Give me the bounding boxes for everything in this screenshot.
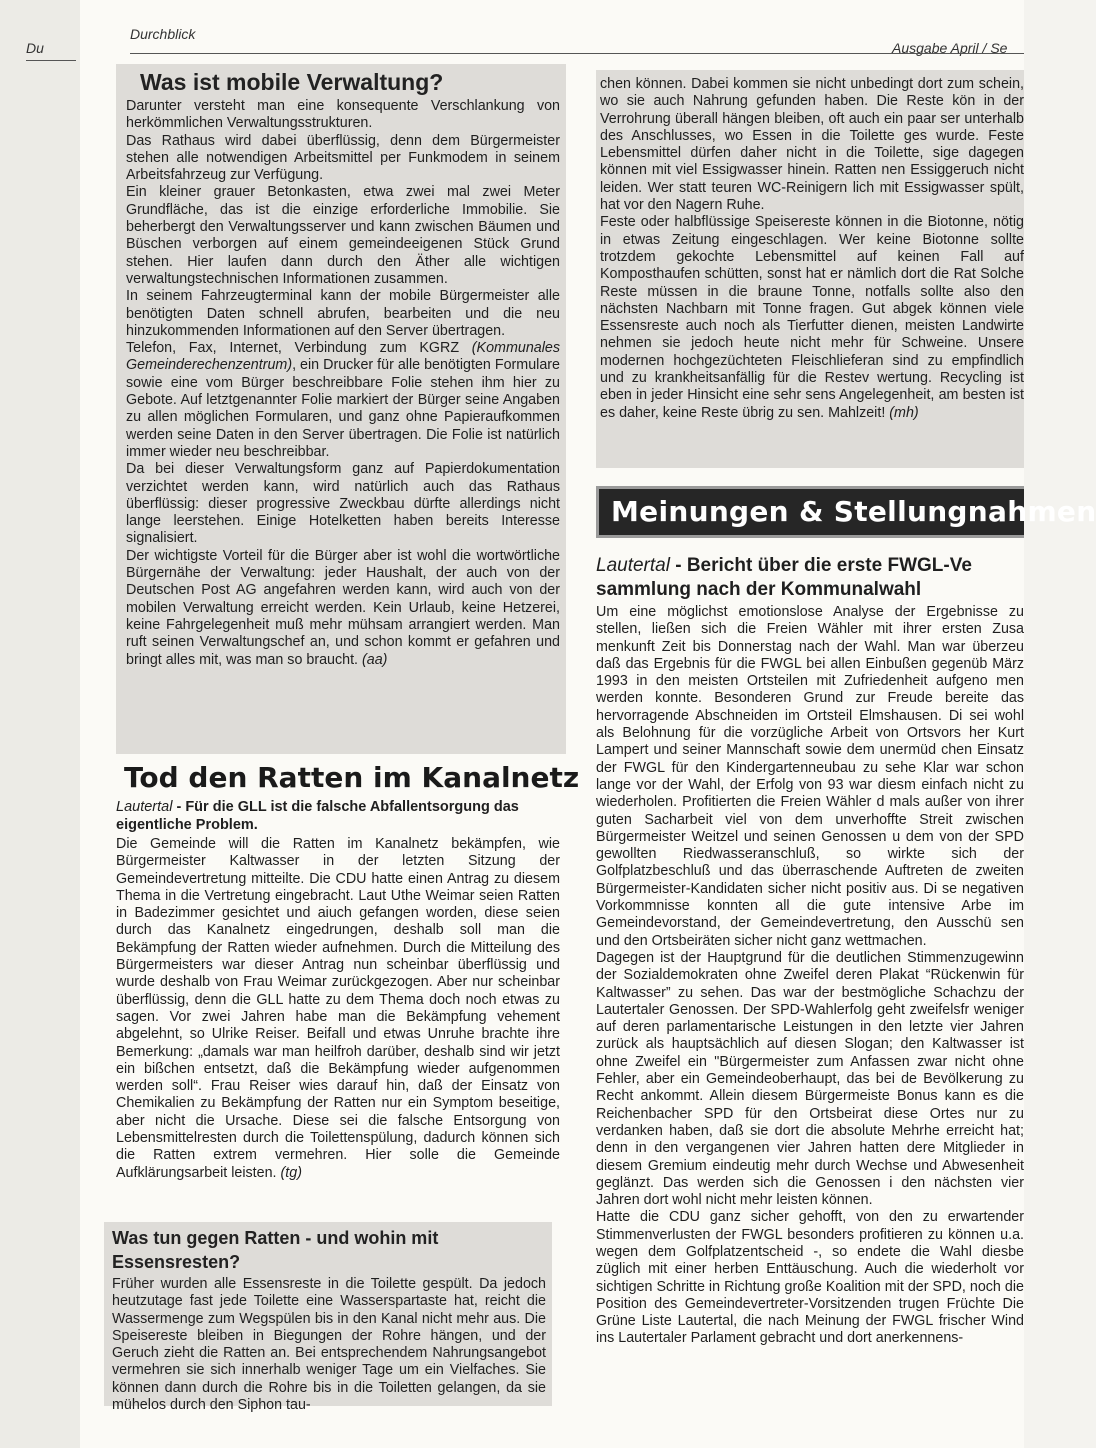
ratten-article-title: Tod den Ratten im Kanalnetz xyxy=(124,761,580,794)
paragraph: Um eine möglichst emotionslose Analyse der Ergebnisse zu stellen, ließen sich die Freien Wähler mit ihrer ersten Zusa menkunft Zeit bis Donnerstag nach der Wahl. Man war überzeu daß das Ergebnis für die FWGL bei allen Einbußen gegenüb März 1993 in den meisten Ortsteilen mit Zufriedenheit aufgeno men werden konnte. Besonderen Grund zur Freude bereite das hervorragende Abschneiden im Ortsteil Elmshausen. Di sei wohl als Belohnung für die vorzügliche Arbeit von Ortsvors her Kurt Lampert und seiner Mannschaft sowie dem unermüd chen Einsatz der FWGL für den Kindergartenneubau zu sehe Klar war schon lange vor der Wahl, der Erfolg von 93 war diesm einfach nicht zu wiederholen. Profitierten die Freien Wähler d mals außer von ihrer guten Sacharbeit viel von dem unverhoffte Streit zwischen Bürgermeister Weitzel und seinen Genossen u dem von der SPD gewollten Riedwasseranschluß, so wirkte sich der Golfplatzbeschluß und das überraschende Auftreten de zweiten Bürgermeister-Kandidaten sicher nicht positiv aus. Di se negativen Vorkommnisse konnten all die gute intensive Arbe im Gemeindevorstand, der Gemeindevertretung, den Ausschü sen und den Ortsbeiräten sicher nicht ganz wettmachen. xyxy=(596,604,1024,949)
paragraph-text: Der wichtigste Vorteil für die Bürger aber ist wohl die wortwörtliche Bürgernähe der Verwaltung: jeder Haushalt, der auch von der Deutschen Post AG angefahren werden kann, wird auch von der mobilen Verwaltung erreicht werden. Kein Urlaub, keine Hetzerei, keine Fahrgelegenheit muß mehr mühsam arrangiert werden. Man ruft seinen Verwaltungschef an, und schon kommt er gefahren und bringt alles mit, was man so braucht. xyxy=(126,547,560,668)
ratten-article xyxy=(116,798,566,1214)
section-banner xyxy=(596,486,1096,538)
paragraph-text: Telefon, Fax, Internet, Verbindung zum KGRZ xyxy=(126,340,472,357)
author-signature: (aa) xyxy=(362,651,388,668)
mobile-verwaltung-article xyxy=(116,64,566,754)
author-signature: (tg) xyxy=(280,1164,302,1181)
paragraph: In seinem Fahrzeugterminal kann der mobile Bürgermeister alle benötigten Daten schnell abrufen, bearbeiten und die neu hinzukommenden Informationen auf den Server übertragen. xyxy=(126,288,560,339)
section-header: Durchblick xyxy=(130,26,196,42)
paragraph: Ein kleiner grauer Betonkasten, etwa zwei mal zwei Meter Grundfläche, das ist die einzige erforderliche Immobilie. Sie beherbergt den Verwaltungsserver und kann zwischen Bäumen und Büschen verborgen auf einem gemeindeeigenen Stück Grund stehen. Hier laufen dann durch den Äther alle wichtigen verwaltungstechnischen Informationen zusammen. xyxy=(126,184,560,287)
header-rule xyxy=(130,53,1024,54)
place-name: Lautertal xyxy=(116,799,173,815)
place-name: Lautertal xyxy=(596,555,670,576)
paragraph xyxy=(116,836,560,1182)
paragraph: Hatte die CDU ganz sicher gehofft, von den zu erwartender Stimmenverlusten der FWGL besonders profitieren zu können u.a. wegen dem Golfplatzentscheid -, so endete die Wahl diesbe züglich mit einer herben Enttäuschung. Auch die wiederholt vor sichtigen Schritte in Richtung große Koalition mit der SPD, noch die Position des Gemeindevertreter-Vorsitzenden trugen Früchte Die Grüne Liste Lautertal, die nach Meinung der FWGL frischer Wind ins Lautertaler Parlament gebracht und dort anerkennens- xyxy=(596,1209,1024,1347)
paragraph-text: Die Gemeinde will die Ratten im Kanalnetz bekämpfen, wie Bürgermeister Kaltwasser in der letzten Sitzung der Gemeindevertretung mitteilte. Die CDU hatte einen Antrag zu diesem Thema in die Vertretung eingebracht. Laut Uthe Weimar seien Ratten in Badezimmer gesichtet und aiuch gefangen worden, diese seien durch das Kanalnetz eingedrungen, deshalb soll man die Bekämpfung der Ratten wieder aufnehmen. Durch die Mitteilung des Bürgermeisters war dieser Antrag nun scheinbar überflüssig und wurde deshalb von Frau Weimar zurückgezogen. Aber nur scheinbar überflüssig, denn die GLL hatte zu dem Thema doch noch etwas zu sagen. Vor zwei Jahren habe man die Bekämpfung vehement abgelehnt, so Ulrike Reiser. Beifall und etwas Unruhe brachte ihre Bemerkung: „damals war man heilfroh darüber, deshalb sind wir jetzt ein bißchen entsetzt, daß die Bekämpfung wieder aufgenommen werden soll“. Frau Reiser wies darauf hin, daß der Einsatz von Chemikalien zu Bekämpfung der Ratten nur ein Symptom beseitige, aber nicht die Ursache. Diese sei die falsche Entsorgung von Lebensmittelresten durch die Toilettenspülung, dadurch können sich die Ratten extrem vermehren. Hier solle die Gemeinde Aufklärungsarbeit leisten. xyxy=(116,836,560,1181)
paragraph: Da bei dieser Verwaltungsform ganz auf Papierdokumentation verzichtet werden kann, wird natürlich auch das Rathaus überflüssig: dieser progressive Zweckbau dürfte allerdings nicht lange leerstehen. Einige Hotelketten haben bereits Interesse signalisiert. xyxy=(126,461,560,547)
title-text: - Bericht über die erste FWGL-Ve xyxy=(669,555,972,576)
essensreste-continued xyxy=(596,70,1024,468)
author-signature: (mh) xyxy=(889,404,919,421)
paragraph: Dagegen ist der Hauptgrund für die deutlichen Stimmenzugewinn der Sozialdemokraten ohne Zweifel deren Plakat “Rückenwin für Kaltwasser” zu sehen. Das war der bestmögliche Schachzu der Lautertaler Genossen. Der SPD-Wahlerfolg geht zweifelsfr weniger auf deren parlamentarische Leistungen in den letzte vier Jahren zurück als hauptsächlich auf diesen Slogan; den Kaltwasser ist ohne Zweifel ein "Bürgermeister zum Anfassen zwar nicht ohne Fehler, aber ein Gemeindeoberhaupt, das bei de Bevölkerung zu Recht ankommt. Allein diesem Bürgermeiste Bonus kann es die Reichenbacher SPD für den Ortsbeirat diese Ortes nur zu verdanken haben, daß sie dort die absolute Mehrhe erreicht hat; denn in den vergangenen vier Jahren hatten dere Mitglieder in diesem Gremium eindeutig mehr durch Wechse und Abwesenheit geglänzt. Das werden sich die Genossen i den nächsten vier Jahren dort wohl nicht mehr leisten können. xyxy=(596,949,1024,1209)
title-line xyxy=(596,554,1024,578)
paragraph-text: , ein Drucker für alle benötigten Formulare sowie eine vom Bürger beschreibbare Folie stehen ihm hier zu Gebote. Auf letztgenannter Folie markiert der Bürger seine Angaben zu allen möglichen Formularen, und ganz ohne Papieraufkommen werden seine Daten in den Server übertragen. Die Folie ist natürlich immer wieder neu beschreibbar. xyxy=(126,357,560,460)
title-line: sammlung nach der Kommunalwahl xyxy=(596,579,922,600)
paragraph xyxy=(126,340,560,461)
previous-page-header: Du xyxy=(26,40,44,56)
issue-header: Ausgabe April / Se xyxy=(892,40,1008,56)
paragraph xyxy=(600,214,1024,422)
subtitle-text: - Für die GLL ist die falsche Abfallentsorgung das eigentliche Problem. xyxy=(116,799,519,833)
paragraph xyxy=(126,548,560,669)
previous-page-rule xyxy=(26,60,76,61)
paragraph: Darunter versteht man eine konsequente Verschlankung von herkömmlichen Verwaltungsstrukturen. xyxy=(126,98,560,132)
article-title: Was ist mobile Verwaltung? xyxy=(140,69,444,95)
paragraph: Früher wurden alle Essensreste in die Toilette gespült. Da jedoch heutzutage fast jede Toilette eine Wasserspartaste hat, reicht die Wassermenge zum Wegspülen bis in den Kanal nicht mehr aus. Die Speisereste bleiben in Biegungen der Rohre hängen, und der Geruch zieht die Ratten an. Bei entsprechendem Nahrungsangebot vermehren sie sich innerhalb weniger Tage um ein Vielfaches. Sie können dann durch die Rohre bis in die Toiletten gelangen, da sie mühelos durch den Siphon tau- xyxy=(112,1276,546,1414)
article-subtitle xyxy=(116,798,560,834)
essensreste-article xyxy=(104,1222,552,1414)
paragraph-emphasis: (Kommunales Gemeinderechenzentrum) xyxy=(126,340,560,374)
paragraph-text: Feste oder halbflüssige Speisereste können in die Biotonne, nötig in etwas Zeitung eingeschlagen. Wer keine Biotonne sollte trotzdem gekochte Lebensmittel auf keinen Fall auf Komposthaufen schütten, sonst hat er nämlich dort die Rat Solche Reste müssen in die braune Tonne, notfalls sollte also den nächsten Nachbarn mit Tonne fragen. Gut abgek können viele Essensreste auch noch als Tierfutter dienen, meisten Landwirte nehmen sie jedoch heute nicht mehr für Schweine. Unsere modernen hochgezüchteten Fleischlieferan sind zu empfindlich und zu krankheitsanfällig für die Restev wertung. Recycling ist eben in jeder Hinsicht eine sehr sens Angelegenheit, am besten ist es daher, keine Reste übrig zu sen. Mahlzeit! xyxy=(600,214,1024,421)
banner-title: Meinungen & Stellungnahmen xyxy=(611,495,1096,528)
fwgl-article-title xyxy=(596,554,1024,602)
paragraph: Das Rathaus wird dabei überflüssig, denn dem Bürgermeister stehen alle notwendigen Arbeitsmittel per Funkmodem in seinem Arbeitsfahrzeug zur Verfügung. xyxy=(126,132,560,184)
article-title: Was tun gegen Ratten - und wohin mit Essensresten? xyxy=(112,1228,439,1272)
paragraph: chen können. Dabei kommen sie nicht unbedingt dort zum schein, wo sie auch Nahrung gefunden haben. Die Reste kön in der Verrohrung überall hängen bleiben, oft auch ein paar ser unterhalb des Anschlusses, wo Essen in die Toilette ges wurde. Feste Lebensmittel dürfen daher nicht in die Toilette, sige dagegen können mit viel Essigwasser hinein. Ratten nen Essiggeruch nicht leiden. Wer statt teuren WC-Reinigern lich mit Essigwasser spült, hat vor den Nagern Ruhe. xyxy=(600,76,1024,214)
fwgl-article xyxy=(596,604,1024,1442)
previous-page-edge xyxy=(0,0,81,1448)
